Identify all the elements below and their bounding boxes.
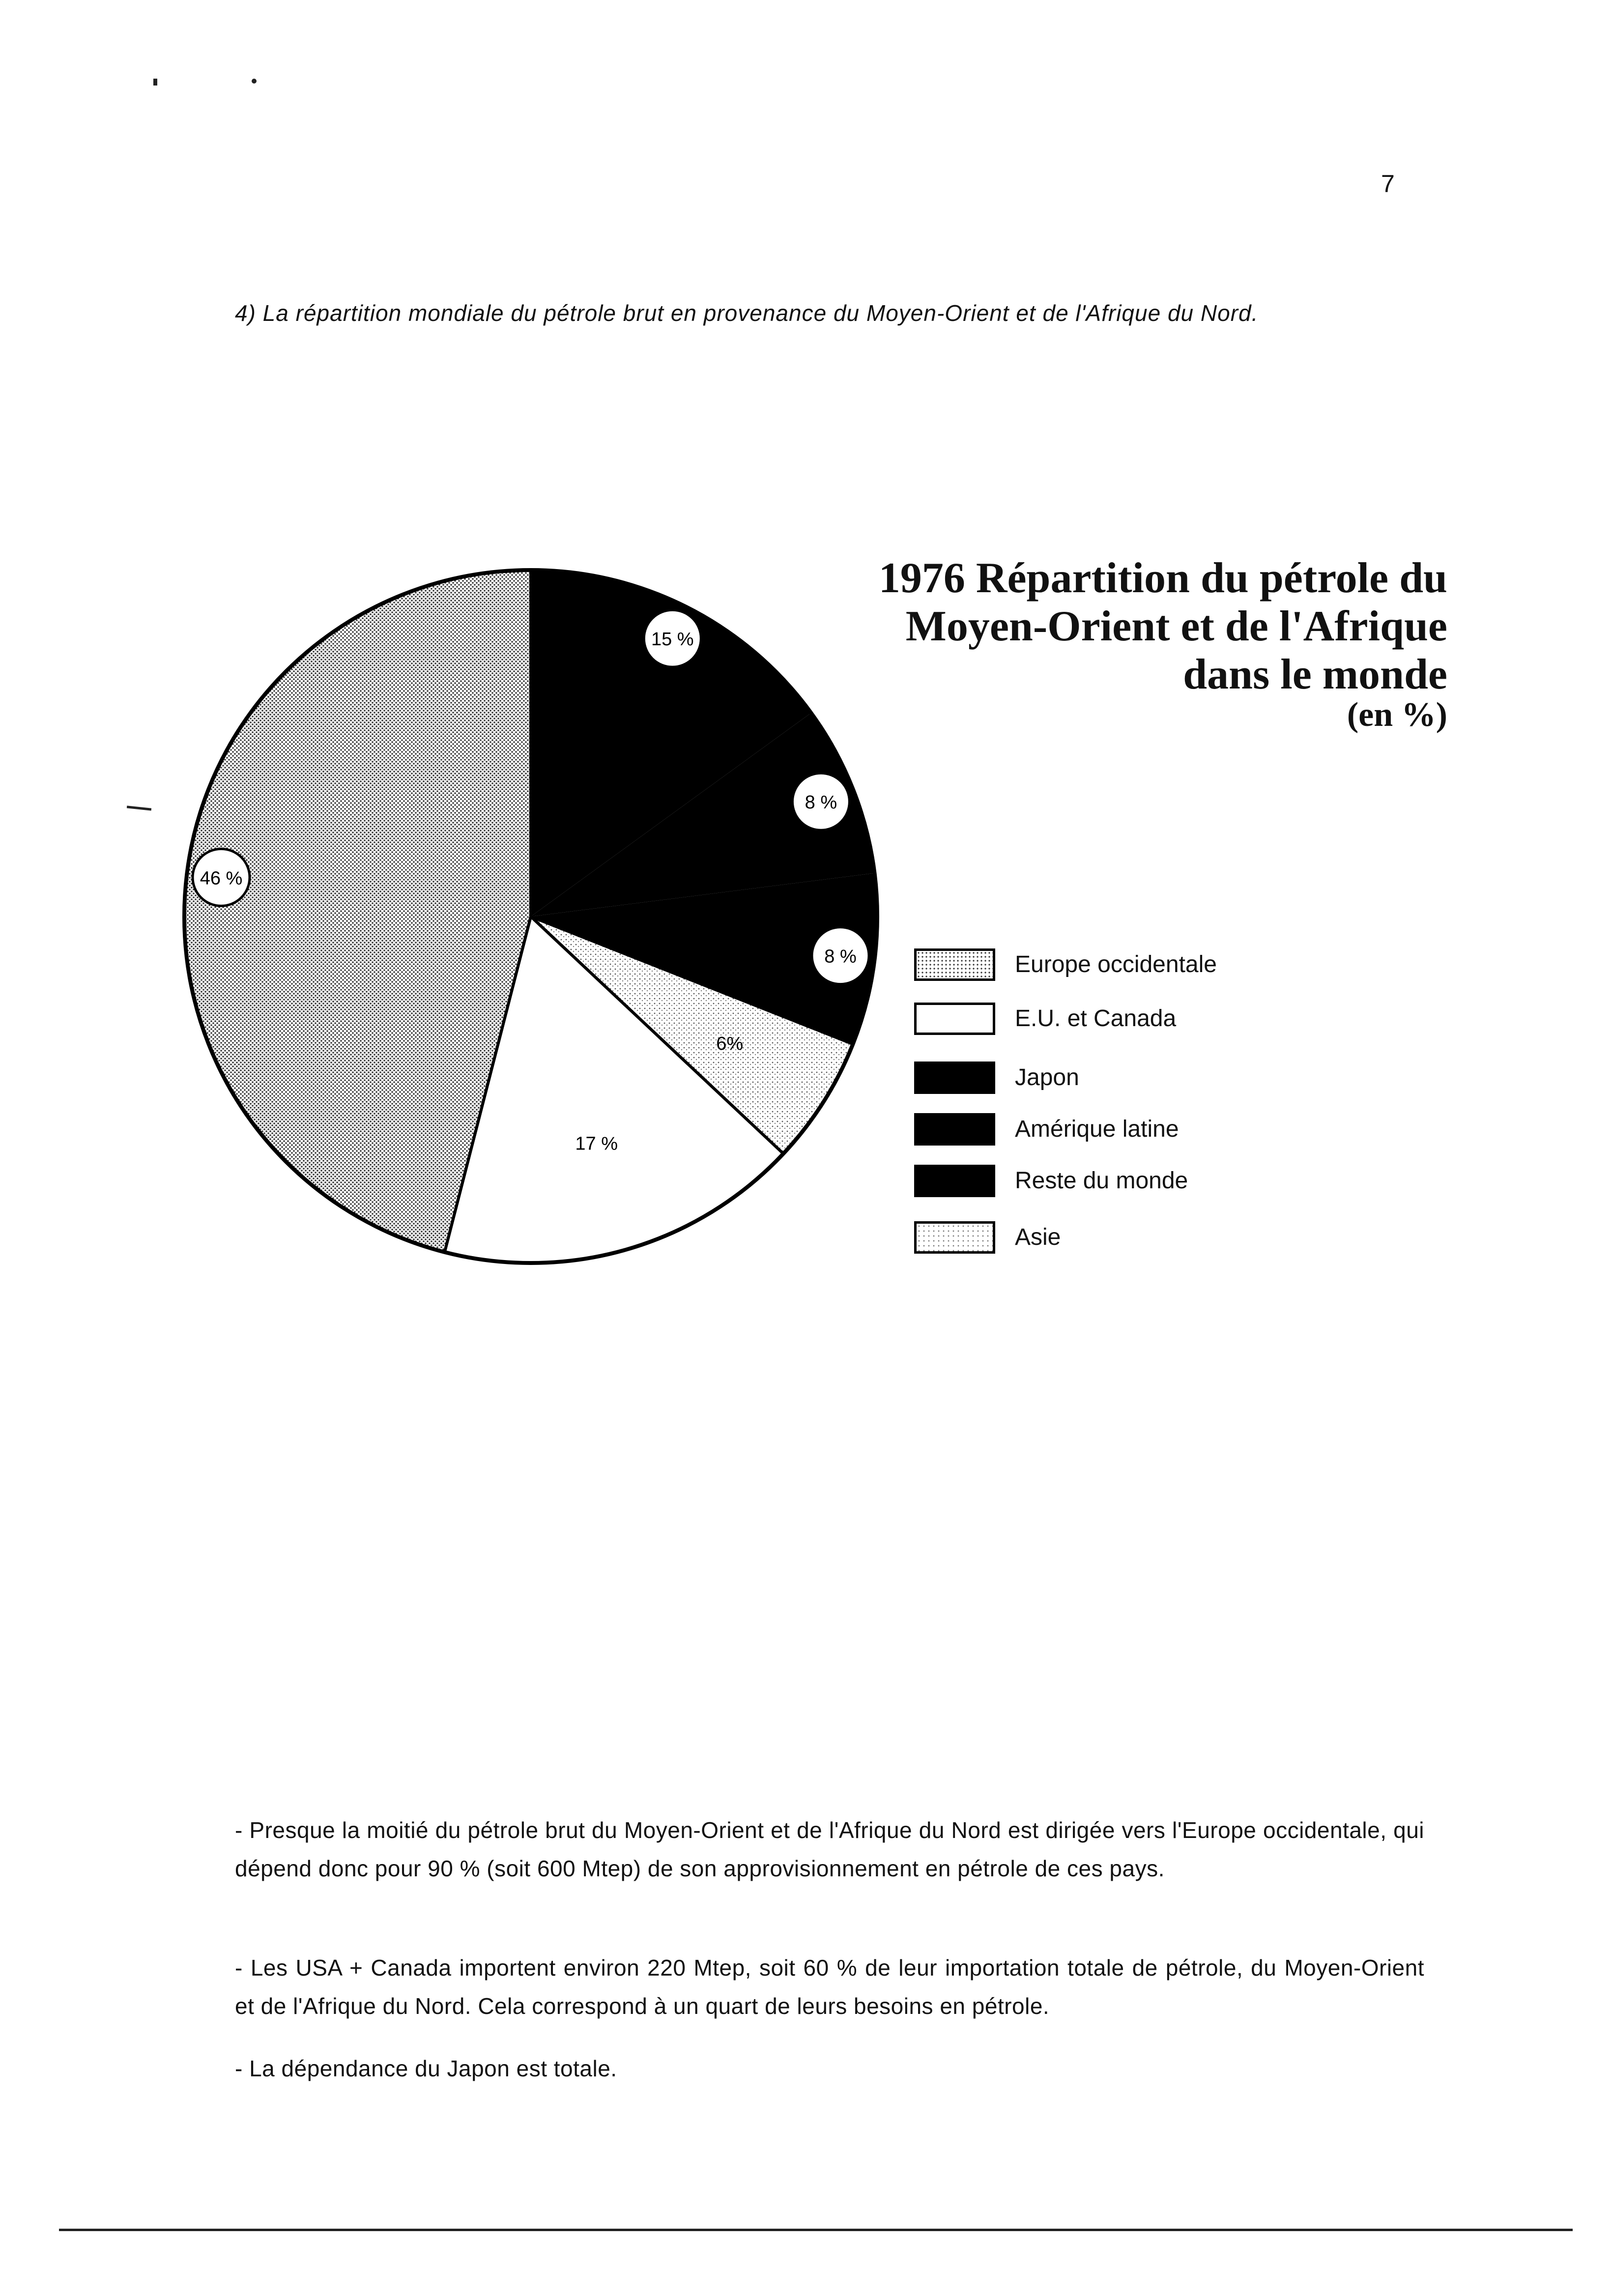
- legend-swatch-amerique-latine: [914, 1113, 995, 1146]
- chart-title-line-2: Moyen-Orient et de l'Afrique: [905, 603, 1447, 650]
- data-label: 6%: [716, 1033, 744, 1054]
- data-label: 15 %: [651, 629, 694, 650]
- paragraph-europe: - Presque la moitié du pétrole brut du Moyen-Orient et de l'Afrique du Nord est dirigée vers l'Europe occidentale, qui dépend donc pour 90 % (soit 600 Mtep) de son approvisionnement en pétrole de ces pays.: [235, 1817, 1424, 1881]
- data-label: 8 %: [805, 792, 837, 813]
- legend-swatch-japon: [914, 1062, 995, 1094]
- chart-title-line-3: dans le monde: [1183, 651, 1447, 698]
- page-number: 7: [1381, 170, 1395, 198]
- data-label: 46 %: [200, 868, 243, 889]
- legend-swatch-eu-canada: [914, 1003, 995, 1035]
- paragraph-usa-canada: - Les USA + Canada importent environ 220 Mtep, soit 60 % de leur importation totale de pétrole, du Moyen-Orient et de l'Afrique du Nord. Cela correspond à un quart de leurs besoins en pétrole.: [235, 1955, 1424, 2019]
- legend-label: Amérique latine: [1015, 1116, 1179, 1142]
- chart-title-line-1: 1976 Répartition du pétrole du: [878, 554, 1447, 602]
- figure-caption: 4) La répartition mondiale du pétrole brut en provenance du Moyen-Orient et de l'Afrique du Nord.: [235, 300, 1259, 326]
- legend-swatch-reste-du-monde: [914, 1165, 995, 1197]
- legend-label: Japon: [1015, 1064, 1079, 1091]
- chart-subtitle: (en %): [1347, 696, 1447, 734]
- legend-label: Europe occidentale: [1015, 951, 1217, 977]
- pie-slices: [184, 570, 877, 1263]
- legend-label: Reste du monde: [1015, 1168, 1188, 1194]
- legend-label: Asie: [1015, 1224, 1061, 1250]
- legend-swatch-asie: [914, 1221, 995, 1254]
- footer-rule: [59, 2229, 1573, 2231]
- data-label: 8 %: [824, 946, 857, 967]
- paragraph-japon: - La dépendance du Japon est totale.: [235, 2056, 617, 2081]
- legend-swatch-europe-occidentale: [914, 948, 995, 981]
- data-label: 17 %: [575, 1133, 618, 1154]
- legend-label: E.U. et Canada: [1015, 1005, 1177, 1032]
